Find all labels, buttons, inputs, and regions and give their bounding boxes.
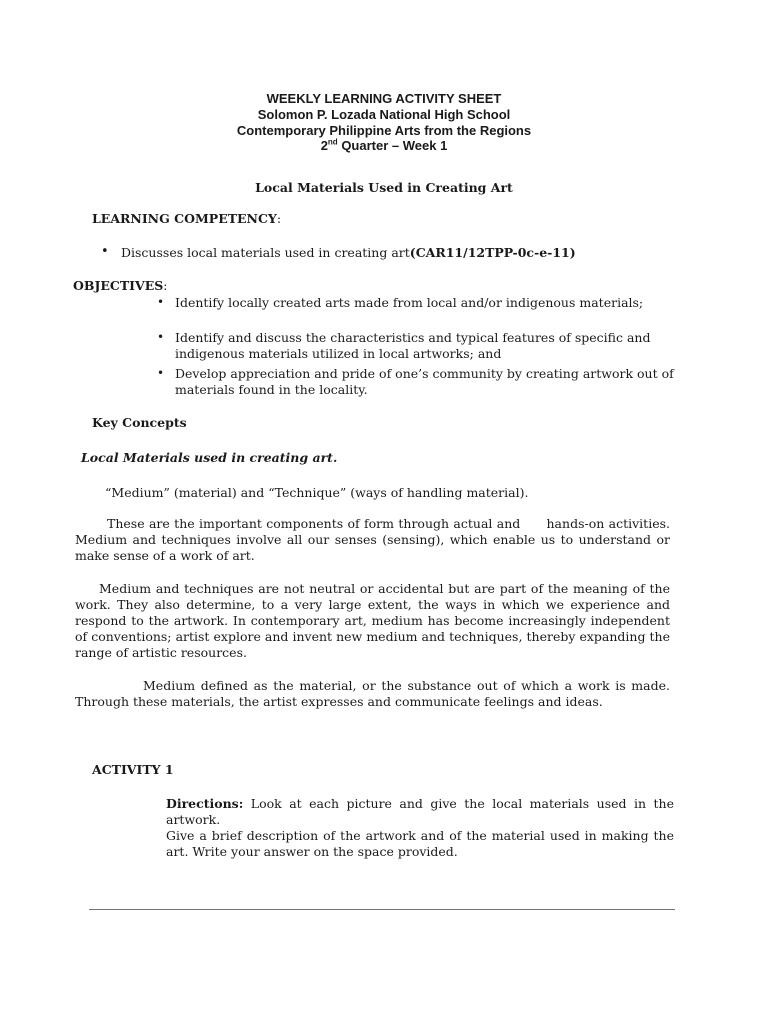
objective-item-1: Identify locally created arts made from local and/or indigenous materials; [175,295,644,310]
concept-paragraph-1: These are the important components of form through actual and hands-on activities. Medium and techniques involve all our senses (sensing), which enable us to understand or make sense of a work of art. [75,516,670,563]
quarter-number: 2 [320,138,328,153]
sheet-title: WEEKLY LEARNING ACTIVITY SHEET [266,91,502,106]
lesson-title: Local Materials Used in Creating Art [255,180,513,195]
competency-code: (CAR11/12TPP-0c-e-11) [409,245,576,260]
competency-item [121,245,576,261]
answer-line [89,909,675,910]
objectives-heading [73,278,167,293]
competency-item-text: Discusses local materials used in creating art [121,245,410,260]
key-concepts-heading: Key Concepts [92,415,187,430]
objective-item-2: Identify and discuss the characteristics and typical features of specific and indigenous materials utilized in local artworks; and [175,330,651,361]
competency-bullet: • [101,244,109,259]
quarter-week [0,138,768,154]
objectives-heading-text: OBJECTIVES [73,278,164,293]
subject-name: Contemporary Philippine Arts from the Regions [236,123,532,138]
objective-item-3: Develop appreciation and pride of one’s community by creating artwork out of materials found in the locality. [175,366,674,397]
concept-paragraph-2: Medium and techniques are not neutral or accidental but are part of the meaning of the work. They also determine, to a very large extent, the ways in which we experience and respond to the artwork. In contemporary art, medium has become increasingly independent of conventions; artist explore and invent new medium and techniques, thereby expanding the range of artistic resources. [75,581,670,660]
quarter-week-text: Quarter – Week 1 [337,138,448,153]
quarter-ordinal: nd [327,137,338,147]
competency-heading [92,211,281,226]
key-concepts-subheading: Local Materials used in creating art. [81,450,338,465]
school-name: Solomon P. Lozada National High School [257,107,511,122]
objective-bullet-2: • [157,330,165,344]
activity-directions-2: Give a brief description of the artwork and of the material used in making the art. Write your answer on the space provided. [166,828,674,859]
concept-paragraph-3: Medium defined as the material, or the substance out of which a work is made. Through these materials, the artist expresses and communicate feelings and ideas. [75,678,670,709]
directions-text: Look at each picture and give the local materials used in the artwork. [166,796,674,827]
competency-heading-text: LEARNING COMPETENCY [92,211,277,226]
medium-technique-definition: “Medium” (material) and “Technique” (ways of handling material). [105,485,529,500]
directions-label: Directions: [166,796,244,811]
objective-bullet-3: • [157,366,165,380]
activity-heading: ACTIVITY 1 [92,762,174,777]
competency-heading-colon: : [276,211,282,226]
objective-bullet-1: • [157,295,165,309]
objectives-heading-colon: : [163,278,168,293]
activity-directions [166,796,674,828]
